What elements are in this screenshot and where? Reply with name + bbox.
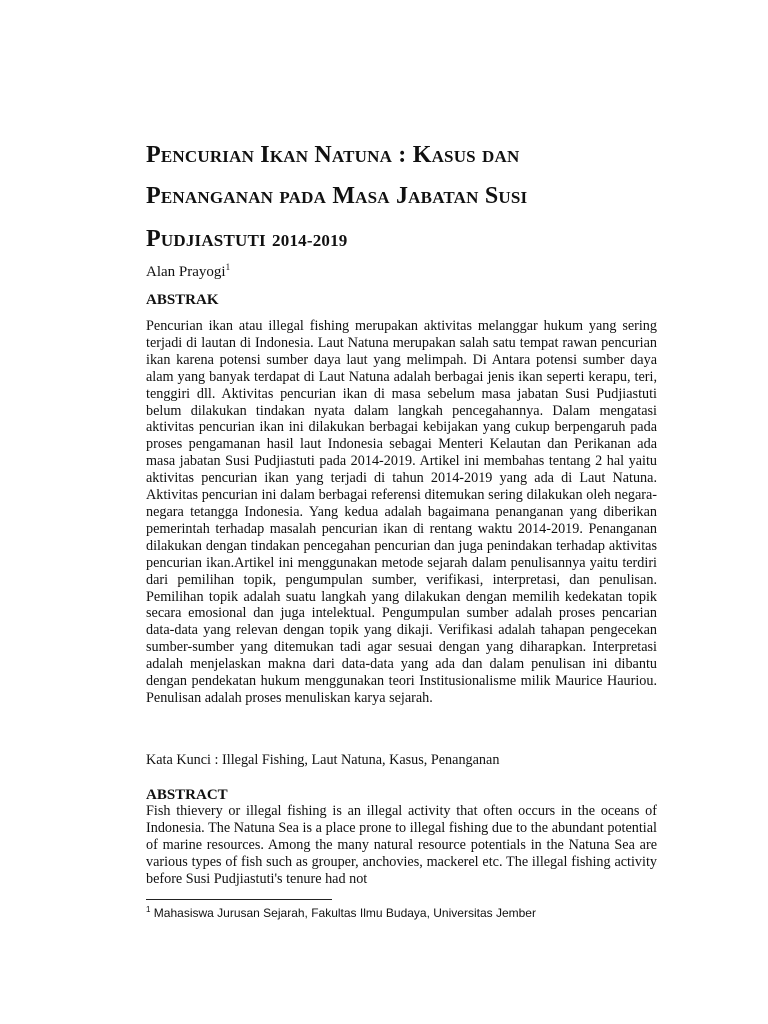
author-name	[146, 262, 230, 282]
paper-title-line-2: Penanganan pada Masa Jabatan Susi	[146, 183, 528, 209]
paper-title-line-3	[146, 224, 666, 256]
footnote-divider	[146, 899, 332, 900]
abstrak-heading: ABSTRAK	[146, 292, 219, 308]
footnote-text: Mahasiswa Jurusan Sejarah, Fakultas Ilmu Budaya, Universitas Jember	[153, 906, 536, 920]
paper-title-name: Pudjiastuti	[146, 226, 266, 252]
footnote-mark: 1	[146, 905, 151, 914]
author-name-text: Alan Prayogi	[146, 264, 226, 280]
keywords-line: Kata Kunci : Illegal Fishing, Laut Natuna, Kasus, Penanganan	[146, 752, 500, 768]
abstrak-body: Pencurian ikan atau illegal fishing merupakan aktivitas melanggar hukum yang sering terjadi di lautan di Indonesia. Laut Natuna merupakan salah satu tempat rawan pencurian ikan karena potensi sumber daya laut yang melimpah. Di Antara potensi sumber daya alam yang banyak terdapat di Laut Natuna adalah berbagai jenis ikan seperti kerapu, teri, tenggiri dll. Aktivitas pencurian ikan di masa sebelum masa jabatan Susi Pudjiastuti belum dilakukan tindakan nyata dalam langkah pencegahannya. Dalam mengatasi aktivitas pencurian ikan ini dilakukan berbagai kebijakan yang cukup berpengaruh pada proses pengamanan hasil laut Indonesia sebagai Menteri Kelautan dan Perikanan ada masa jabatan Susi Pudjiastuti pada 2014-2019. Artikel ini membahas tentang 2 hal yaitu aktivitas pencurian ikan yang terjadi di tahun 2014-2019 yang ada di Laut Natuna. Aktivitas pencurian ini dalam berbagai referensi ditemukan sering dilakukan oleh negara-negara tetangga Indonesia. Yang kedua adalah bagaimana penanganan yang diberikan pemerintah terhadap masalah pencurian ikan di rentang waktu 2014-2019. Penanganan dilakukan dengan tindakan pencegahan pencurian dan juga penindakan terhadap aktivitas pencurian ikan.Artikel ini menggunakan metode sejarah dalam penulisannya yaitu terdiri dari pemilihan topik, pengumpulan sumber, verifikasi, interpretasi, dan penulisan. Pemilihan topik adalah suatu langkah yang dilakukan dengan memilih kedekatan topik secara emosional dan juga intelektual. Pengumpulan sumber adalah proses pencarian data-data yang relevan dengan topik yang dikaji. Verifikasi adalah tahapan pengecekan sumber-sumber yang ditemukan tadi agar sesuai dengan yang diharapkan. Interpretasi adalah menjelaskan makna dari data-data yang ada dan dalam penulisan ini dibantu dengan pendekatan hukum menggunakan teori Institusionalisme milik Maurice Hauriou. Penulisan adalah proses menuliskan karya sejarah.	[146, 318, 657, 706]
abstract-body: Fish thievery or illegal fishing is an illegal activity that often occurs in the oceans of Indonesia. The Natuna Sea is a place prone to illegal fishing due to the abundant potential of marine resources. Among the many natural resource potentials in the Natuna Sea are various types of fish such as grouper, anchovies, mackerel etc. The illegal fishing activity before Susi Pudjiastuti's tenure had not	[146, 803, 657, 887]
abstract-heading: ABSTRACT	[146, 787, 228, 803]
author-footnote-mark: 1	[225, 262, 231, 272]
footnote	[146, 905, 536, 921]
paper-title-line-1: Pencurian Ikan Natuna : Kasus dan	[146, 142, 520, 168]
paper-title-year: 2014-2019	[272, 231, 348, 250]
